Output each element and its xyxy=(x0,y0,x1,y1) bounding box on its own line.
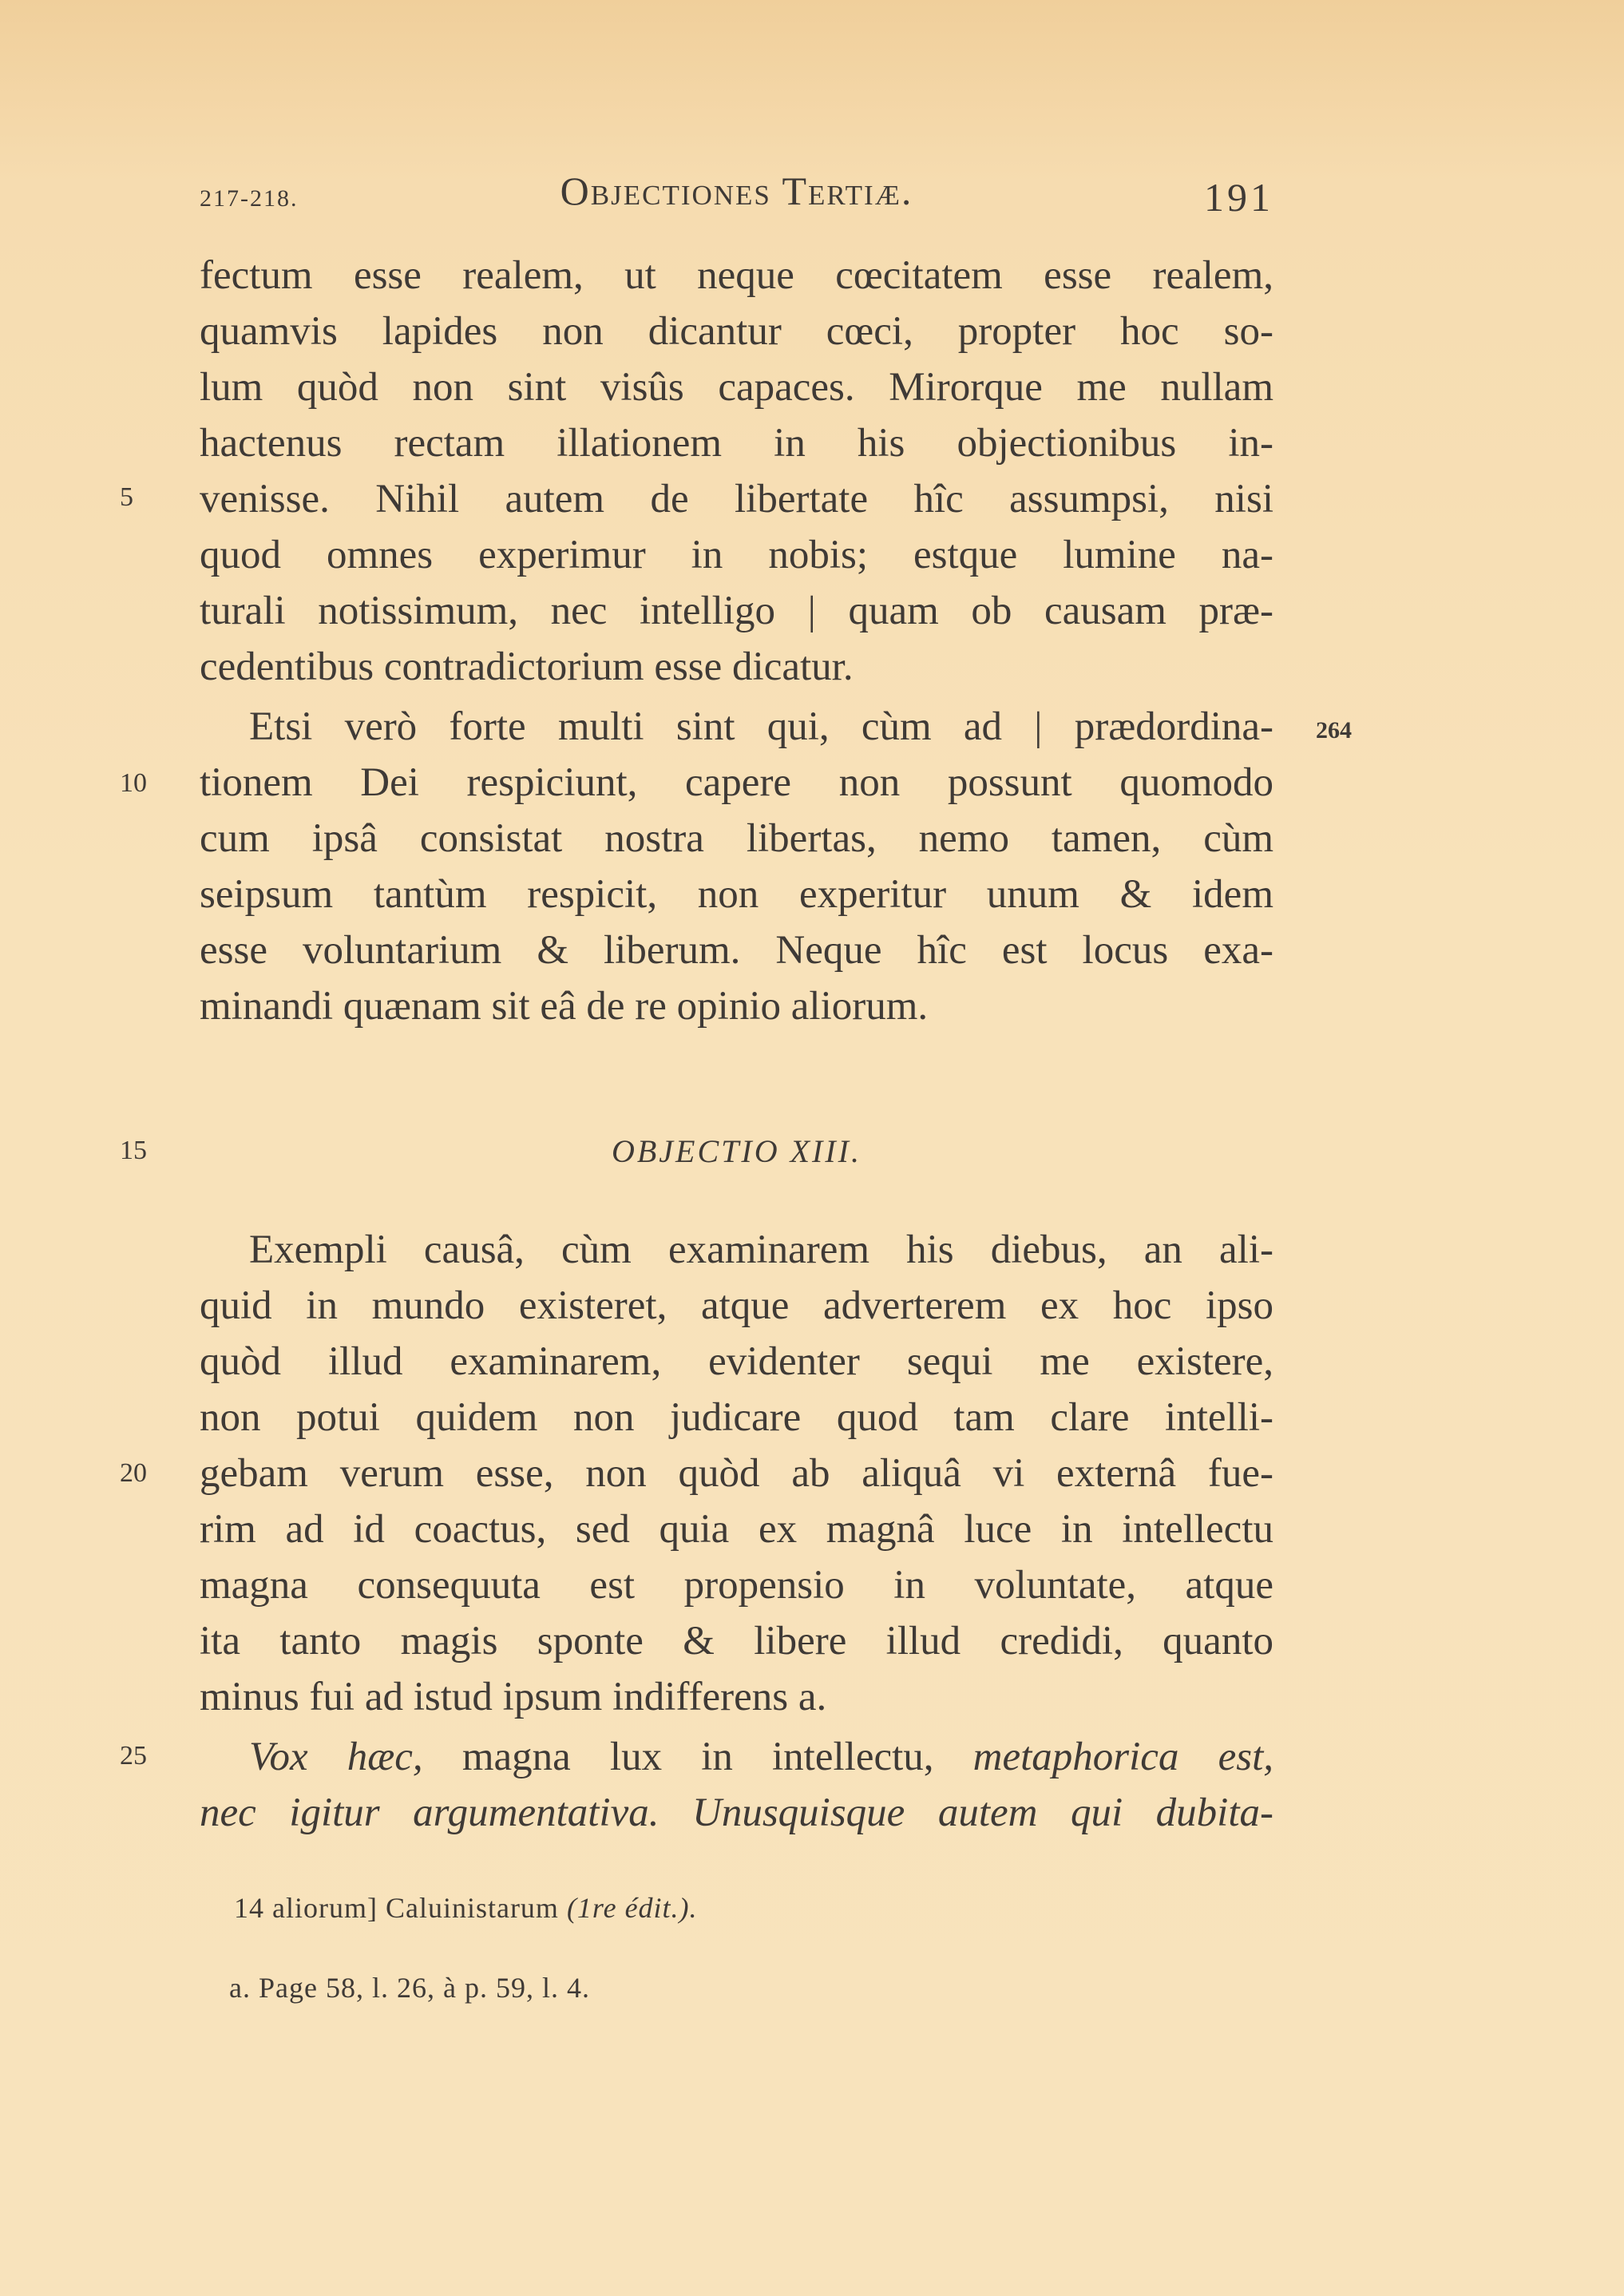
line-number: 20 xyxy=(120,1458,147,1488)
text-line: cedentibus contradictorium esse dicatur. xyxy=(200,644,854,689)
text-line: rim ad id coactus, sed quia ex magnâ luce in intellectu xyxy=(200,1507,1273,1552)
footnote-edition: (1re édit.). xyxy=(566,1892,698,1924)
line-number: 25 xyxy=(120,1741,147,1771)
text-line: minandi quænam sit eâ de re opinio aliorum. xyxy=(200,984,929,1029)
italic-text: metaphorica est, xyxy=(972,1735,1273,1779)
header-page-range: 217-218. xyxy=(200,185,299,212)
text-line xyxy=(249,1733,1273,1781)
text-line: tionem Dei respiciunt, capere non possunt quomodo xyxy=(200,760,1273,805)
text-line: ita tanto magis sponte & libere illud credidi, quanto xyxy=(200,1619,1273,1664)
text-line: minus fui ad istud ipsum indifferens a. xyxy=(200,1675,827,1719)
text-line: gebam verum esse, non quòd ab aliquâ vi externâ fue- xyxy=(200,1451,1273,1496)
text-line: non potui quidem non judicare quod tam clare intelli- xyxy=(200,1395,1273,1440)
text-line: quamvis lapides non dicantur cœci, propter hoc so- xyxy=(200,309,1273,354)
text-line: seipsum tantùm respicit, non experitur unum & idem xyxy=(200,872,1273,917)
margin-page-reference: 264 xyxy=(1316,717,1352,744)
note-a: a. Page 58, l. 26, à p. 59, l. 4. xyxy=(229,1972,590,2004)
header-title: Objectiones Tertiæ. xyxy=(560,169,913,213)
line-number: 5 xyxy=(120,482,133,512)
text-line: cum ipsâ consistat nostra libertas, nemo tamen, cùm xyxy=(200,816,1273,861)
text-line: magna consequuta est propensio in voluntate, atque xyxy=(200,1563,1273,1608)
footnote-line-number: 14 xyxy=(234,1892,264,1924)
running-header xyxy=(200,168,1273,224)
text-line: quòd illud examinarem, evidenter sequi me existere, xyxy=(200,1339,1273,1384)
text-line: nec igitur argumentativa. Unusquisque autem qui dubita- xyxy=(200,1790,1273,1835)
line-number: 15 xyxy=(120,1136,147,1165)
roman-text: magna lux in intellectu, xyxy=(422,1735,973,1779)
italic-text: Vox hæc, xyxy=(249,1735,423,1779)
text-line: quod omnes experimur in nobis; estque lumine na- xyxy=(200,533,1273,577)
variant-footnote xyxy=(234,1891,698,1925)
text-line: venisse. Nihil autem de libertate hîc assumpsi, nisi xyxy=(200,477,1273,521)
text-line: lum quòd non sint visûs capaces. Mirorque me nullam xyxy=(200,365,1273,410)
text-line: Exempli causâ, cùm examinarem his diebus, an ali- xyxy=(249,1227,1273,1272)
footnote-variant-text: aliorum] Caluinistarum xyxy=(272,1892,559,1924)
page-number: 191 xyxy=(1204,175,1273,220)
section-title: OBJECTIO XIII. xyxy=(611,1133,862,1169)
text-line: quid in mundo existeret, atque adverterem ex hoc ipso xyxy=(200,1283,1273,1328)
line-number: 10 xyxy=(120,768,147,798)
text-line: turali notissimum, nec intelligo | quam ob causam præ- xyxy=(200,589,1273,633)
text-line: esse voluntarium & liberum. Neque hîc est locus exa- xyxy=(200,928,1273,973)
text-line: hactenus rectam illationem in his objectionibus in- xyxy=(200,421,1273,466)
text-line: Etsi verò forte multi sint qui, cùm ad | prædordina- xyxy=(249,704,1273,749)
text-line: fectum esse realem, ut neque cœcitatem esse realem, xyxy=(200,253,1273,298)
